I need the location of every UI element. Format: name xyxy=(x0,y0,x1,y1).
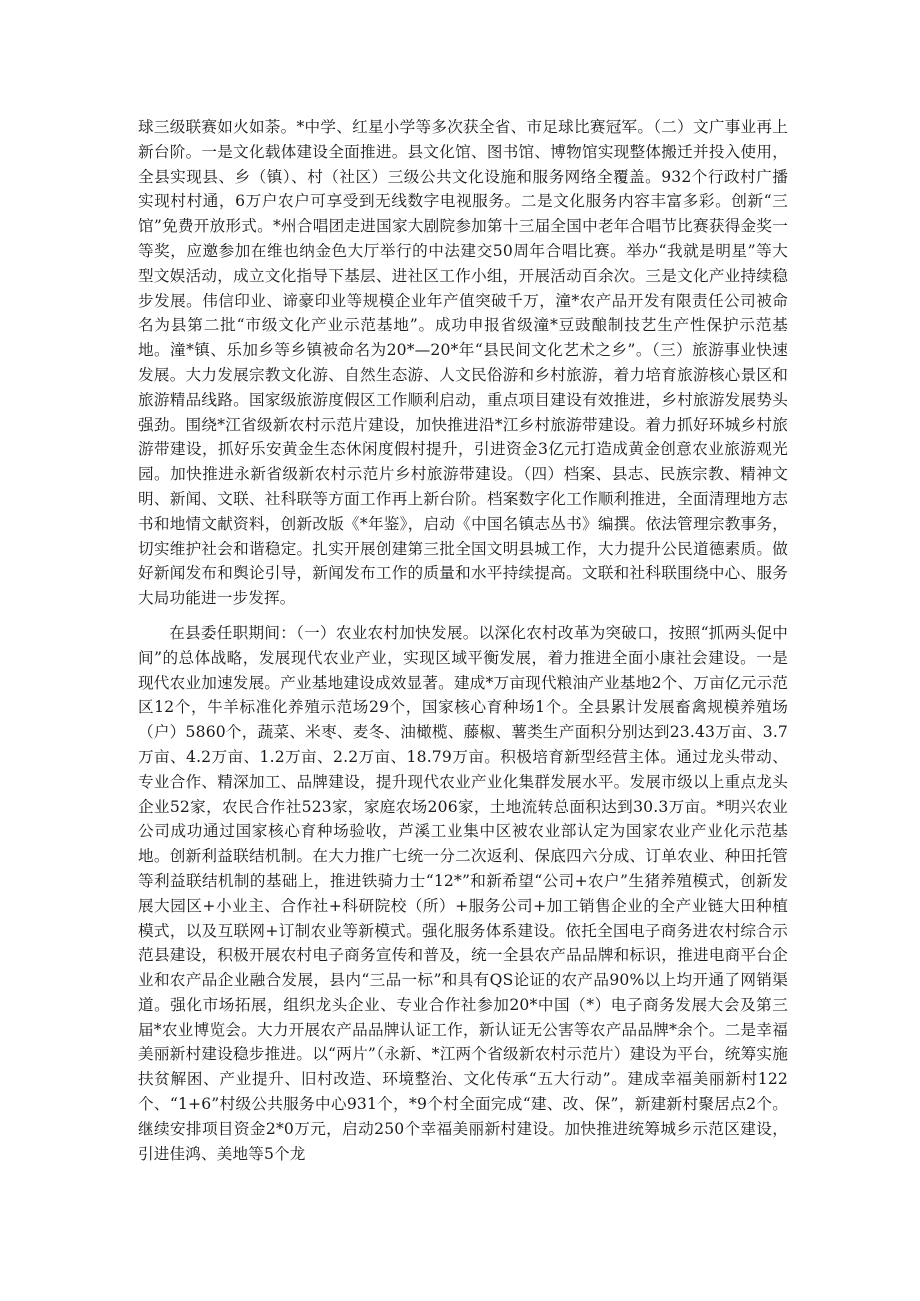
paragraph-culture-tourism: 球三级联赛如火如荼。*中学、红星小学等多次获全省、市足球比赛冠军。（二）文广事业再上新台阶。一是文化载体建设全面推进。县文化馆、图书馆、博物馆实现整体搬迁并投入使用，全县实现县、乡（镇）、村（社区）三级公共文化设施和服务网络全覆盖。932个行政村广播实现村村通，6万户农户可享受到无线数字电视服务。二是文化服务内容丰富多彩。创新“三馆”免费开放形式。*州合唱团走进国家大剧院参加第十三届全国中老年合唱节比赛获得金奖一等奖，应邀参加在维也纳金色大厅举行的中法建交50周年合唱比赛。举办“我就是明星”等大型文娱活动，成立文化指导下基层、进社区工作小组，开展活动百余次。三是文化产业持续稳步发展。伟信印业、谛豪印业等规模企业年产值突破千万，潼*农产品开发有限责任公司被命名为县第二批“市级文化产业示范基地”。成功申报省级潼*豆豉酿制技艺生产性保护示范基地。潼*镇、乐加乡等乡镇被命名为20*—20*年“县民间文化艺术之乡”。（三）旅游事业快速发展。大力发展宗教文化游、自然生态游、人文民俗游和乡村旅游，着力培育旅游核心景区和旅游精品线路。国家级旅游度假区工作顺利启动，重点项目建设有效推进，乡村旅游发展势头强劲。围绕*江省级新农村示范片建设，加快推进沿*江乡村旅游带建设。着力抓好环城乡村旅游带建设，抓好乐安黄金生态休闲度假村提升，引进资金3亿元打造成黄金创意农业旅游观光园。加快推进永新省级新农村示范片乡村旅游带建设。（四）档案、县志、民族宗教、精神文明、新闻、文联、社科联等方面工作再上新台阶。档案数字化工作顺利推进，全面清理地方志书和地情文献资料，创新改版《*年鉴》，启动《中国名镇志丛书》编撰。依法管理宗教事务，切实维护社会和谐稳定。扎实开展创建第三批全国文明县城工作，大力提升公民道德素质。做好新闻发布和舆论引导，新闻发布工作的质量和水平持续提高。文联和社科联围绕中心、服务大局功能进一步发挥。 xyxy=(138,118,788,608)
paragraph-county-committee-tenure: 在县委任职期间：（一）农业农村加快发展。以深化农村改革为突破口，按照“抓两头促中间”的总体战略，发展现代农业产业，实现区域平衡发展，着力推进全面小康社会建设。一是现代农业加速发展。产业基地建设成效显著。建成*万亩现代粮油产业基地2个、万亩亿元示范区12个，牛羊标准化养殖示范场29个，国家核心育种场1个。全县累计发展畜禽规模养殖场（户）5860个，蔬菜、米枣、麦冬、油橄榄、藤椒、薯类生产面积分别达到23.43万亩、3.7万亩、4.2万亩、1.2万亩、2.2万亩、18.79万亩。积极培育新型经营主体。通过龙头带动、专业合作、精深加工、品牌建设，提升现代农业产业化集群发展水平。发展市级以上重点龙头企业52家，农民合作社523家，家庭农场206家，土地流转总面积达到30.3万亩。*明兴农业公司成功通过国家核心育种场验收，芦溪工业集中区被农业部认定为国家农业产业化示范基地。创新利益联结机制。在大力推广七统一分二次返利、保底四六分成、订单农业、种田托管等利益联结机制的基础上，推进铁骑力士“12*”和新希望“公司+农户”生猪养殖模式，创新发展大园区+小业主、合作社+科研院校（所）+服务公司+加工销售企业的全产业链大田种植模式，以及互联网+订制农业等新模式。强化服务体系建设。依托全国电子商务进农村综合示范县建设，积极开展农村电子商务宣传和普及，统一全县农产品品牌和标识，推进电商平台企业和农产品企业融合发展，县内“三品一标”和具有QS论证的农产品90%以上均开通了网销渠道。强化市场拓展，组织龙头企业、专业合作社参加20*中国（*）电子商务发展大会及第三届*农业博览会。大力开展农产品品牌认证工作，新认证无公害等农产品品牌*余个。二是幸福美丽新村建设稳步推进。以“两片”（永新、*江两个省级新农村示范片）建设为平台，统筹实施扶贫解困、产业提升、旧村改造、环境整治、文化传承“五大行动”。建成幸福美丽新村122个、“1+6”村级公共服务中心931个，*9个村全面完成“建、改、保”，新建新村聚居点2个。继续安排项目资金2*0万元，启动250个幸福美丽新村建设。加快推进统筹城乡示范区建设，引进佳鸿、美地等5个龙 xyxy=(138,623,788,1163)
document-page xyxy=(138,115,788,1166)
